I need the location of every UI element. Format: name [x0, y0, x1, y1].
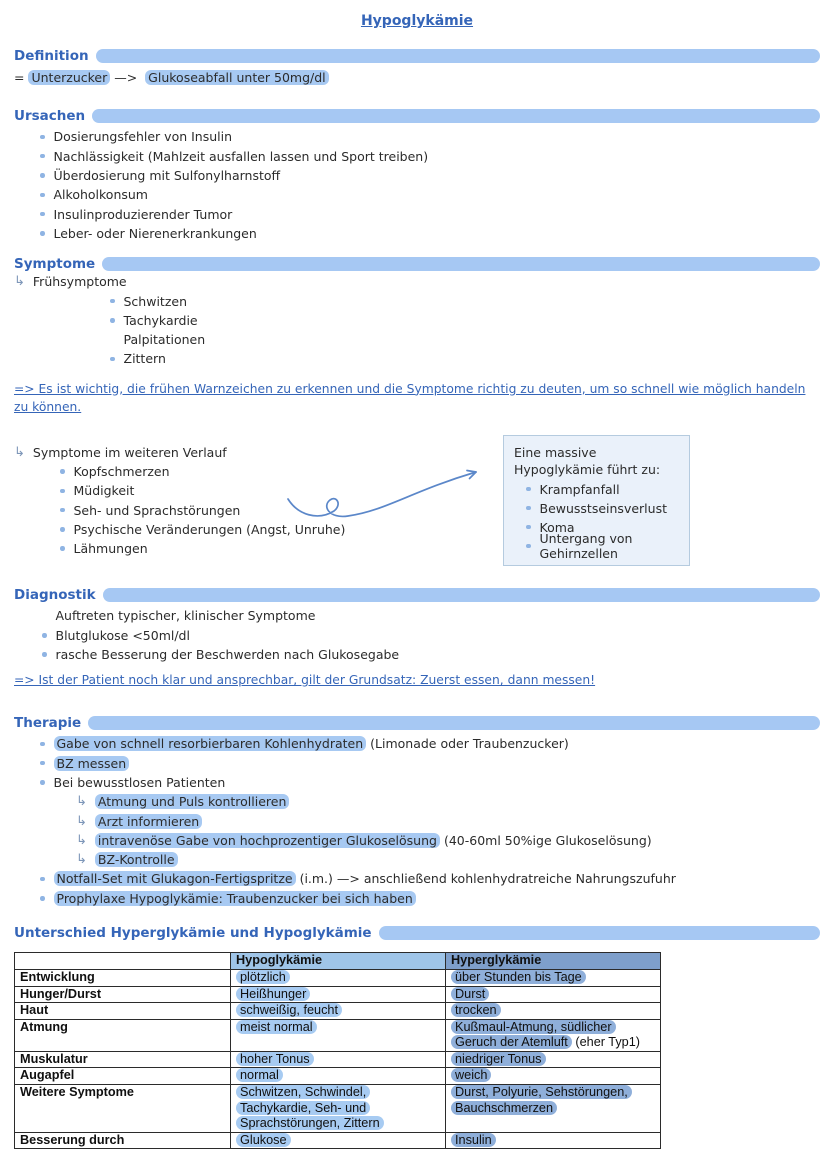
bullet-icon: [40, 742, 45, 747]
sub-list-item: [14, 792, 820, 811]
cell-value: schweißig, feucht: [236, 1003, 342, 1017]
definition-prefix: =: [14, 70, 25, 86]
branch-arrow-icon: ↳: [76, 852, 87, 868]
list-item-text: Überdosierung mit Sulfonylharnstoff: [53, 168, 281, 184]
row-label: Muskulatur: [15, 1051, 231, 1068]
list-item: [110, 349, 820, 368]
list-item: [14, 889, 820, 908]
row-label: Weitere Symptome: [15, 1085, 231, 1133]
list-item-text: Auftreten typischer, klinischer Symptome: [55, 608, 316, 624]
list-item-text: rasche Besserung der Beschwerden nach Glukosegabe: [55, 647, 400, 663]
bullet-icon: [40, 193, 45, 198]
bullet-icon: [40, 135, 45, 140]
comparison-table: [14, 952, 661, 1150]
bullet-icon: [42, 652, 47, 657]
empty-header-cell: [15, 952, 231, 969]
table-row: [15, 969, 661, 986]
early-symptoms-label: Frühsymptome: [32, 274, 127, 290]
highlighted-text: BZ messen: [54, 756, 130, 771]
cell-value: Sprachstörungen, Zittern: [236, 1116, 384, 1130]
list-item: [14, 773, 820, 792]
cell-value: Geruch der Atemluft: [451, 1035, 572, 1049]
box-list: [514, 480, 679, 562]
bullet-icon: [40, 877, 45, 882]
hypoglykaemie-column-header: Hypoglykämie: [231, 952, 446, 969]
list-item-text: Zittern: [123, 351, 166, 367]
list-item-text: Müdigkeit: [73, 483, 135, 499]
list-item: [110, 311, 820, 330]
section-header-diagnostik: [14, 587, 820, 603]
table-row: [15, 986, 661, 1003]
bullet-icon: [40, 173, 45, 178]
cell-suffix: (eher Typ1): [571, 1035, 641, 1050]
list-item: [14, 869, 820, 888]
sub-list-item: [14, 811, 820, 830]
bullet-icon: [110, 299, 115, 304]
cell-value: Durst: [451, 987, 489, 1001]
list-item: [526, 480, 679, 499]
list-item: [60, 520, 820, 539]
list-item: [526, 531, 679, 562]
therapie-list: [14, 734, 820, 908]
highlighted-text: Gabe von schnell resorbierbaren Kohlenhydraten: [54, 736, 367, 751]
cell-value: Schwitzen, Schwindel,: [236, 1085, 370, 1099]
ursachen-label: Ursachen: [14, 108, 86, 125]
definition-term: Unterzucker: [28, 70, 110, 85]
list-item: [42, 645, 820, 664]
list-item-text: Dosierungsfehler von Insulin: [53, 129, 233, 145]
list-item: [60, 539, 820, 558]
box-title: Eine massive Hypoglykämie führt zu:: [514, 444, 661, 477]
arrow-glyph: —>: [114, 70, 138, 86]
plain-text: (Limonade oder Traubenzucker): [370, 736, 569, 752]
highlighted-text: Prophylaxe Hypoglykämie: Traubenzucker bei sich haben: [54, 891, 416, 906]
bullet-icon: [40, 212, 45, 217]
list-item: [40, 185, 820, 204]
branch-arrow-icon: ↳: [76, 794, 87, 810]
ursachen-list: [14, 127, 820, 243]
definition-result: Glukoseabfall unter 50mg/dl: [145, 70, 328, 85]
diagnostik-label: Diagnostik: [14, 587, 96, 604]
therapie-label: Therapie: [14, 715, 82, 732]
highlighted-text: intravenöse Gabe von hochprozentiger Glukoselösung: [95, 833, 440, 848]
later-symptoms-block: [14, 443, 820, 562]
bullet-icon: [40, 896, 45, 901]
bullet-icon: [60, 508, 65, 513]
row-label: Atmung: [15, 1019, 231, 1051]
row-label: Augapfel: [15, 1068, 231, 1085]
bullet-icon: [526, 506, 531, 511]
cell-value: niedriger Tonus: [451, 1052, 546, 1066]
cell-value: Glukose: [236, 1133, 291, 1147]
list-item-text: Krampfanfall: [539, 481, 620, 497]
list-item: [40, 204, 820, 223]
highlight-bar: [102, 257, 820, 271]
list-item: [14, 734, 820, 753]
hyperglykaemie-column-header: Hyperglykämie: [446, 952, 661, 969]
list-item-text: Blutglukose <50ml/dl: [55, 627, 190, 643]
table-row: [15, 1085, 661, 1133]
list-item: [14, 754, 820, 773]
bullet-icon: [60, 546, 65, 551]
row-label: Hunger/Durst: [15, 986, 231, 1003]
list-item-text: Koma: [539, 519, 575, 535]
bullet-icon: [526, 487, 531, 492]
branch-arrow-icon: ↳: [76, 813, 87, 829]
list-item: [40, 166, 820, 185]
cell-value: meist normal: [236, 1020, 317, 1034]
list-item-text: Palpitationen: [123, 332, 206, 348]
later-symptoms-label: Symptome im weiteren Verlauf: [32, 444, 227, 460]
bullet-icon: [60, 489, 65, 494]
section-header-symptome: [14, 256, 820, 272]
sub-list-item: [14, 831, 820, 850]
table-header-row: [15, 952, 661, 969]
unterschied-label: Unterschied Hyperglykämie und Hypoglykämie: [14, 924, 372, 941]
list-item: [40, 224, 820, 243]
definition-line: [14, 68, 820, 87]
early-symptoms-heading: [14, 272, 820, 291]
list-item-text: Untergang von Gehirnzellen: [539, 531, 633, 562]
bullet-icon: [526, 544, 531, 549]
cell-value: Bauchschmerzen: [451, 1101, 557, 1115]
symptome-label: Symptome: [14, 256, 96, 273]
title-row: [14, 13, 820, 33]
bullet-icon: [40, 780, 45, 785]
symptome-note: => Es ist wichtig, die frühen Warnzeichen zu erkennen und die Symptome richtig zu deuten, um so schnell wie möglich handeln zu können.: [14, 381, 806, 414]
definition-label: Definition: [14, 48, 89, 64]
list-item-text: Lähmungen: [73, 541, 148, 557]
row-label: Haut: [15, 1003, 231, 1020]
row-label: Besserung durch: [15, 1132, 231, 1149]
highlight-bar: [92, 109, 820, 123]
list-item: [110, 330, 820, 349]
cell-value: hoher Tonus: [236, 1052, 314, 1066]
sub-list-item: [14, 850, 820, 869]
cell-value: Kußmaul-Atmung, südlicher: [451, 1020, 616, 1034]
list-item: [40, 147, 820, 166]
bullet-icon: [60, 527, 65, 532]
list-item-text: Alkoholkonsum: [53, 187, 148, 203]
cell-value: plötzlich: [236, 970, 290, 984]
table-row: [15, 1003, 661, 1020]
section-header-definition: [14, 48, 820, 64]
highlighted-text: Notfall-Set mit Glukagon-Fertigspritze: [54, 871, 296, 886]
bullet-icon: [110, 318, 115, 323]
highlight-bar: [88, 716, 820, 730]
table-row: [15, 1019, 661, 1051]
cell-value: Insulin: [451, 1133, 496, 1147]
cell-value: trocken: [451, 1003, 501, 1017]
cell-value: über Stunden bis Tage: [451, 970, 586, 984]
table-row: [15, 1051, 661, 1068]
table-row: [15, 1068, 661, 1085]
list-item-text: Bewusstseinsverlust: [539, 500, 667, 516]
bullet-icon: [40, 154, 45, 159]
section-header-therapie: [14, 715, 820, 731]
branch-arrow-icon: ↳: [14, 274, 25, 290]
list-item-text: Nachlässigkeit (Mahlzeit ausfallen lassen und Sport treiben): [53, 148, 429, 164]
plain-text: Bei bewusstlosen Patienten: [53, 774, 226, 790]
cell-value: Durst, Polyurie, Sehstörungen,: [451, 1085, 632, 1099]
highlight-bar: [103, 588, 820, 602]
bullet-icon: [42, 633, 47, 638]
plain-text: (40-60ml 50%ige Glukoselösung): [443, 832, 652, 848]
list-item-text: Psychische Veränderungen (Angst, Unruhe): [73, 521, 346, 537]
bullet-icon: [40, 761, 45, 766]
cell-value: normal: [236, 1068, 283, 1082]
list-item-text: Kopfschmerzen: [73, 464, 170, 479]
bullet-icon: [40, 231, 45, 236]
massive-hypoglycemia-box: [503, 435, 690, 566]
highlight-bar: [96, 49, 820, 63]
list-item-text: Tachykardie: [123, 312, 198, 328]
list-item-text: Leber- oder Nierenerkrankungen: [53, 225, 257, 241]
bullet-icon: [110, 357, 115, 362]
diagnostik-note: => Ist der Patient noch klar und ansprechbar, gilt der Grundsatz: Zuerst essen, dann messen!: [14, 673, 596, 688]
highlighted-text: Arzt informieren: [95, 814, 202, 829]
cell-value: Heißhunger: [236, 987, 310, 1001]
list-item: [110, 291, 820, 310]
list-item: [40, 127, 820, 146]
early-symptoms-list: [14, 291, 820, 368]
section-header-ursachen: [14, 108, 820, 124]
bullet-icon: [526, 525, 531, 530]
branch-arrow-icon: ↳: [14, 444, 25, 460]
list-item-text: Seh- und Sprachstörungen: [73, 502, 241, 518]
list-item-text: Schwitzen: [123, 293, 188, 309]
hand-drawn-arrow: [280, 451, 498, 523]
table-row: [15, 1132, 661, 1149]
list-item: [42, 626, 820, 645]
highlight-bar: [379, 926, 820, 940]
row-label: Entwicklung: [15, 969, 231, 986]
cell-value: weich: [451, 1068, 491, 1082]
highlighted-text: Atmung und Puls kontrollieren: [95, 794, 289, 809]
page-title: Hypoglykämie: [360, 13, 474, 29]
list-item: [526, 499, 679, 518]
branch-arrow-icon: ↳: [76, 832, 87, 848]
cell-value: Tachykardie, Seh- und: [236, 1101, 370, 1115]
section-header-unterschied: [14, 925, 820, 941]
list-item: [42, 606, 820, 625]
bullet-icon: [60, 469, 65, 474]
diagnostik-list: [14, 606, 820, 664]
plain-text: (i.m.) —> anschließend kohlenhydratreiche Nahrungszufuhr: [299, 871, 676, 887]
highlighted-text: BZ-Kontrolle: [95, 852, 178, 867]
list-item-text: Insulinproduzierender Tumor: [53, 206, 233, 222]
